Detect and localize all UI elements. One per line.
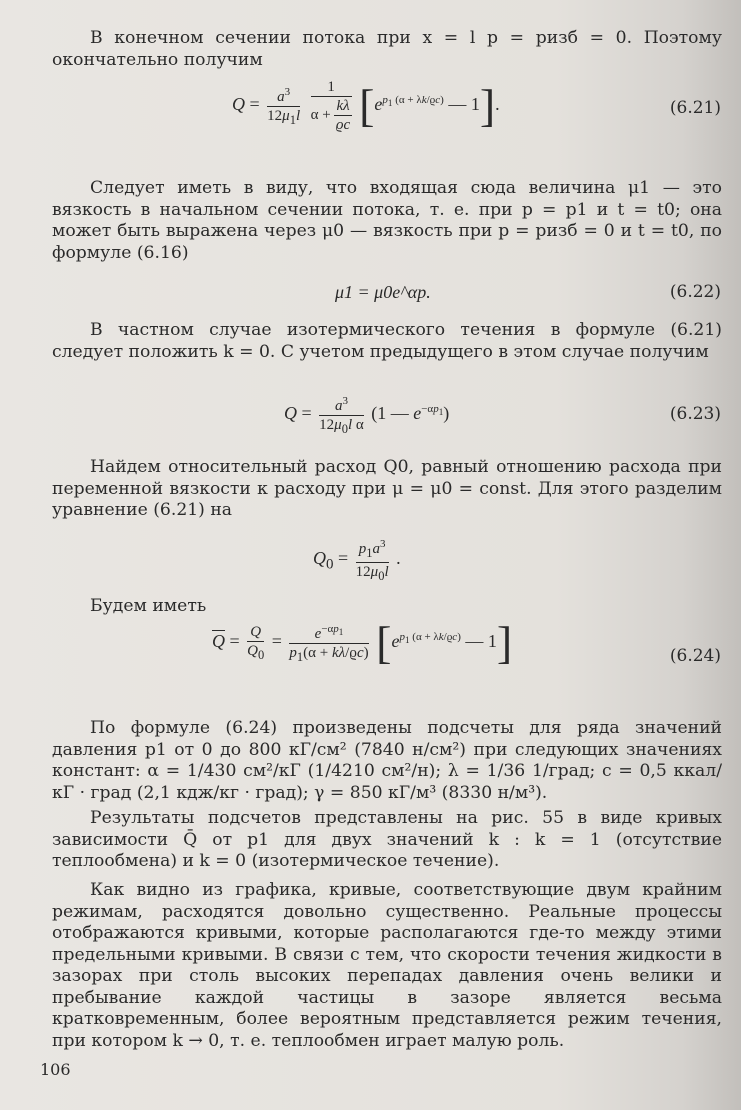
equation-number: (6.24) [669, 646, 721, 666]
paragraph: Следует иметь в виду, что входящая сюда величина μ1 — это вязкость в начальном сечении потока, т. е. при p = p1 и t = t0; она может быть выражена через μ0 — вязкость при p = pизб = 0 и t = t0, по формуле (6.16) [52, 178, 722, 263]
paragraph: Будем иметь [90, 596, 207, 616]
equation-6-22: μ1 = μ0e^αp. (6.22) [335, 282, 721, 302]
equation-number: (6.22) [669, 282, 721, 302]
equation-6-24: $\overline{Q}$ = $\frac{Q}{Q_0}$ = $\frac{e^{-\alpha p_1}}{p_1(\alpha + k\lambda/ϱc)}$ [$e^{p_1 (\alpha + \lambda k/ϱc)}$ — 1] (6.24) [212, 617, 721, 668]
paragraph: В конечном сечении потока при x = l p = pизб = 0. Поэтому окончательно получим [52, 28, 722, 70]
equation-6-21: Q = $\frac{a^3}{12\mu_1l}$ 1 α + $\frac{k\lambda}{ϱc}$ [$e^{p_1 (\alpha + \lambda k/ϱc)}$ — 1]. (6.21) [232, 79, 721, 133]
equation-6-23: Q = $\frac{a^3}{12\mu_0l \alpha}$ (1 — $e^{-\alpha p_1}$) (6.23) [0, 392, 741, 452]
page-number: 106 [40, 1060, 71, 1079]
paragraph: По формуле (6.24) произведены подсчеты для ряда значений давления p1 от 0 до 800 кГ/см² (7840 н/см²) при следующих значениях констант: α = 1/430 см²/кГ (1/4210 см²/н); λ = 1/36 1/град; c = 0,5 ккал/кГ · град (2,1 кдж/кг · град); γ = 850 кГ/м³ (8330 н/м³). [52, 718, 722, 803]
paragraph: Найдем относительный расход Q0, равный отношению расхода при переменной вязкости к расходу при μ = μ0 = const. Для этого разделим уравнение (6.21) на [52, 457, 722, 520]
equation-number: (6.21) [669, 98, 721, 118]
paragraph: Как видно из графика, кривые, соответствующие двум крайним режимам, расходятся довольно существенно. Реальные процессы отображаются кривыми, которые располагаются где-то между этими предельными кривыми. В связи с тем, что скорости течения жидкости в зазорах при столь высоких перепадах давления очень велики и пребывание каждой частицы в зазоре является весьма кратковременным, более вероятным представляется режим течения, при котором k → 0, т. е. теплообмен играет малую роль. [52, 880, 722, 1051]
paragraph: Результаты подсчетов представлены на рис. 55 в виде кривых зависимости Q̄ от p1 для двух значений k : k = 1 (отсутствие теплообмена) и k = 0 (изотермическое течение). [52, 808, 722, 871]
equation-number: (6.23) [669, 404, 721, 424]
paragraph: В частном случае изотермического течения в формуле (6.21) следует положить k = 0. С учетом предыдущего в этом случае получим [52, 320, 722, 362]
equation-q0: $Q_0$ = $\frac{p_1a^3}{12\mu_0l}$ . [0, 535, 741, 583]
